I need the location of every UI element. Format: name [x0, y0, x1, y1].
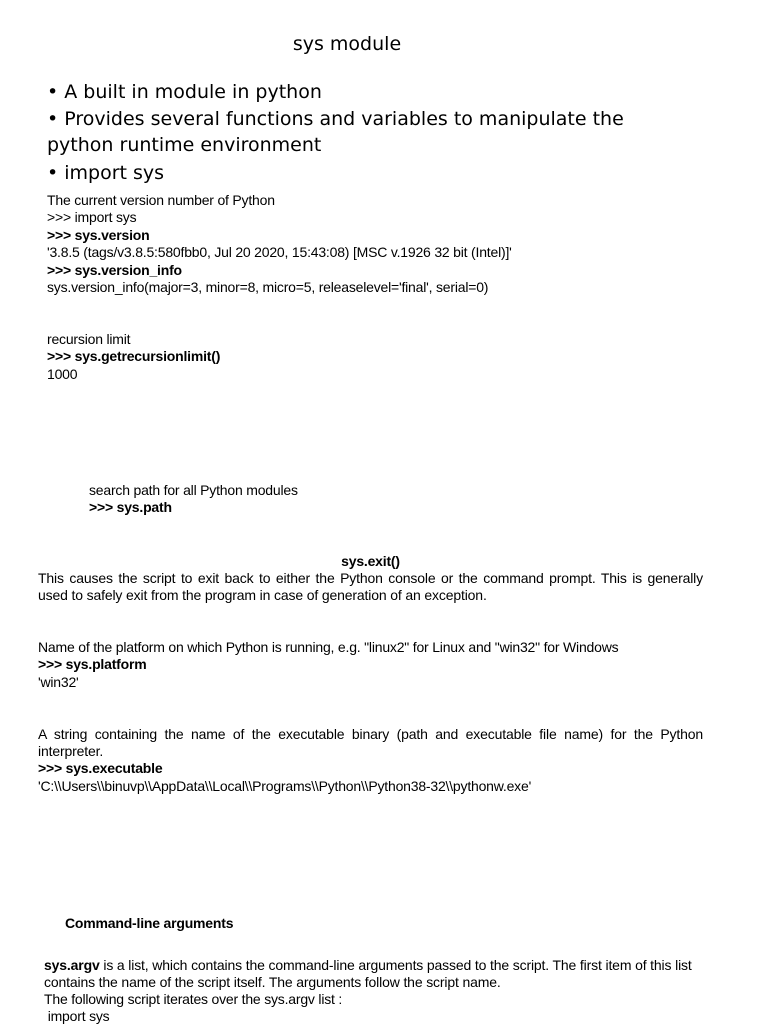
bullet-builtin: • A built in module in python — [47, 81, 322, 103]
argv-heading: Command-line arguments — [65, 915, 234, 931]
bullet-functions: • Provides several functions and variables to manipulate the python runtime environment — [47, 108, 624, 156]
platform-heading: Name of the platform on which Python is running, e.g. "linux2" for Linux and "win32" for Windows — [38, 639, 619, 655]
executable-description: A string containing the name of the executable binary (path and executable file name) for the Python interpreter. — [38, 726, 703, 760]
platform-cmd: >>> sys.platform — [38, 656, 147, 672]
path-heading: search path for all Python modules — [89, 482, 298, 498]
argv-code-line: import sys — [44, 1008, 110, 1024]
executable-cmd: >>> sys.executable — [38, 760, 163, 776]
executable-output: 'C:\\Users\\binuvp\\AppData\\Local\\Programs\\Python\\Python38-32\\pythonw.exe' — [38, 778, 532, 794]
argv-description — [44, 957, 694, 992]
argv-text: is a list, which contains the command-line arguments passed to the script. The first item of this list contains the name of the script itself. The arguments follow the script name. — [44, 957, 692, 991]
version-info-output: sys.version_info(major=3, minor=8, micro=5, releaselevel='final', serial=0) — [47, 279, 489, 295]
version-cmd-version: >>> sys.version — [47, 227, 150, 243]
exit-heading: sys.exit() — [341, 553, 400, 569]
argv-term: sys.argv — [44, 957, 100, 973]
version-info-cmd: >>> sys.version_info — [47, 262, 182, 278]
page-title: sys module — [292, 33, 402, 55]
recursion-cmd: >>> sys.getrecursionlimit() — [47, 348, 221, 364]
exit-description: This causes the script to exit back to either the Python console or the command prompt. This is generally used to safely exit from the program in case of generation of an exception. — [38, 570, 703, 604]
bullet-import: • import sys — [47, 162, 165, 184]
version-output: '3.8.5 (tags/v3.8.5:580fbb0, Jul 20 2020, 15:43:08) [MSC v.1926 32 bit (Intel)]' — [47, 244, 512, 260]
platform-output: 'win32' — [38, 674, 79, 690]
path-cmd: >>> sys.path — [89, 499, 172, 515]
recursion-heading: recursion limit — [47, 331, 131, 347]
version-heading: The current version number of Python — [47, 192, 275, 208]
version-cmd-import: >>> import sys — [47, 209, 137, 225]
argv-iterate-text: The following script iterates over the sys.argv list : — [44, 991, 343, 1007]
recursion-output: 1000 — [47, 366, 78, 382]
